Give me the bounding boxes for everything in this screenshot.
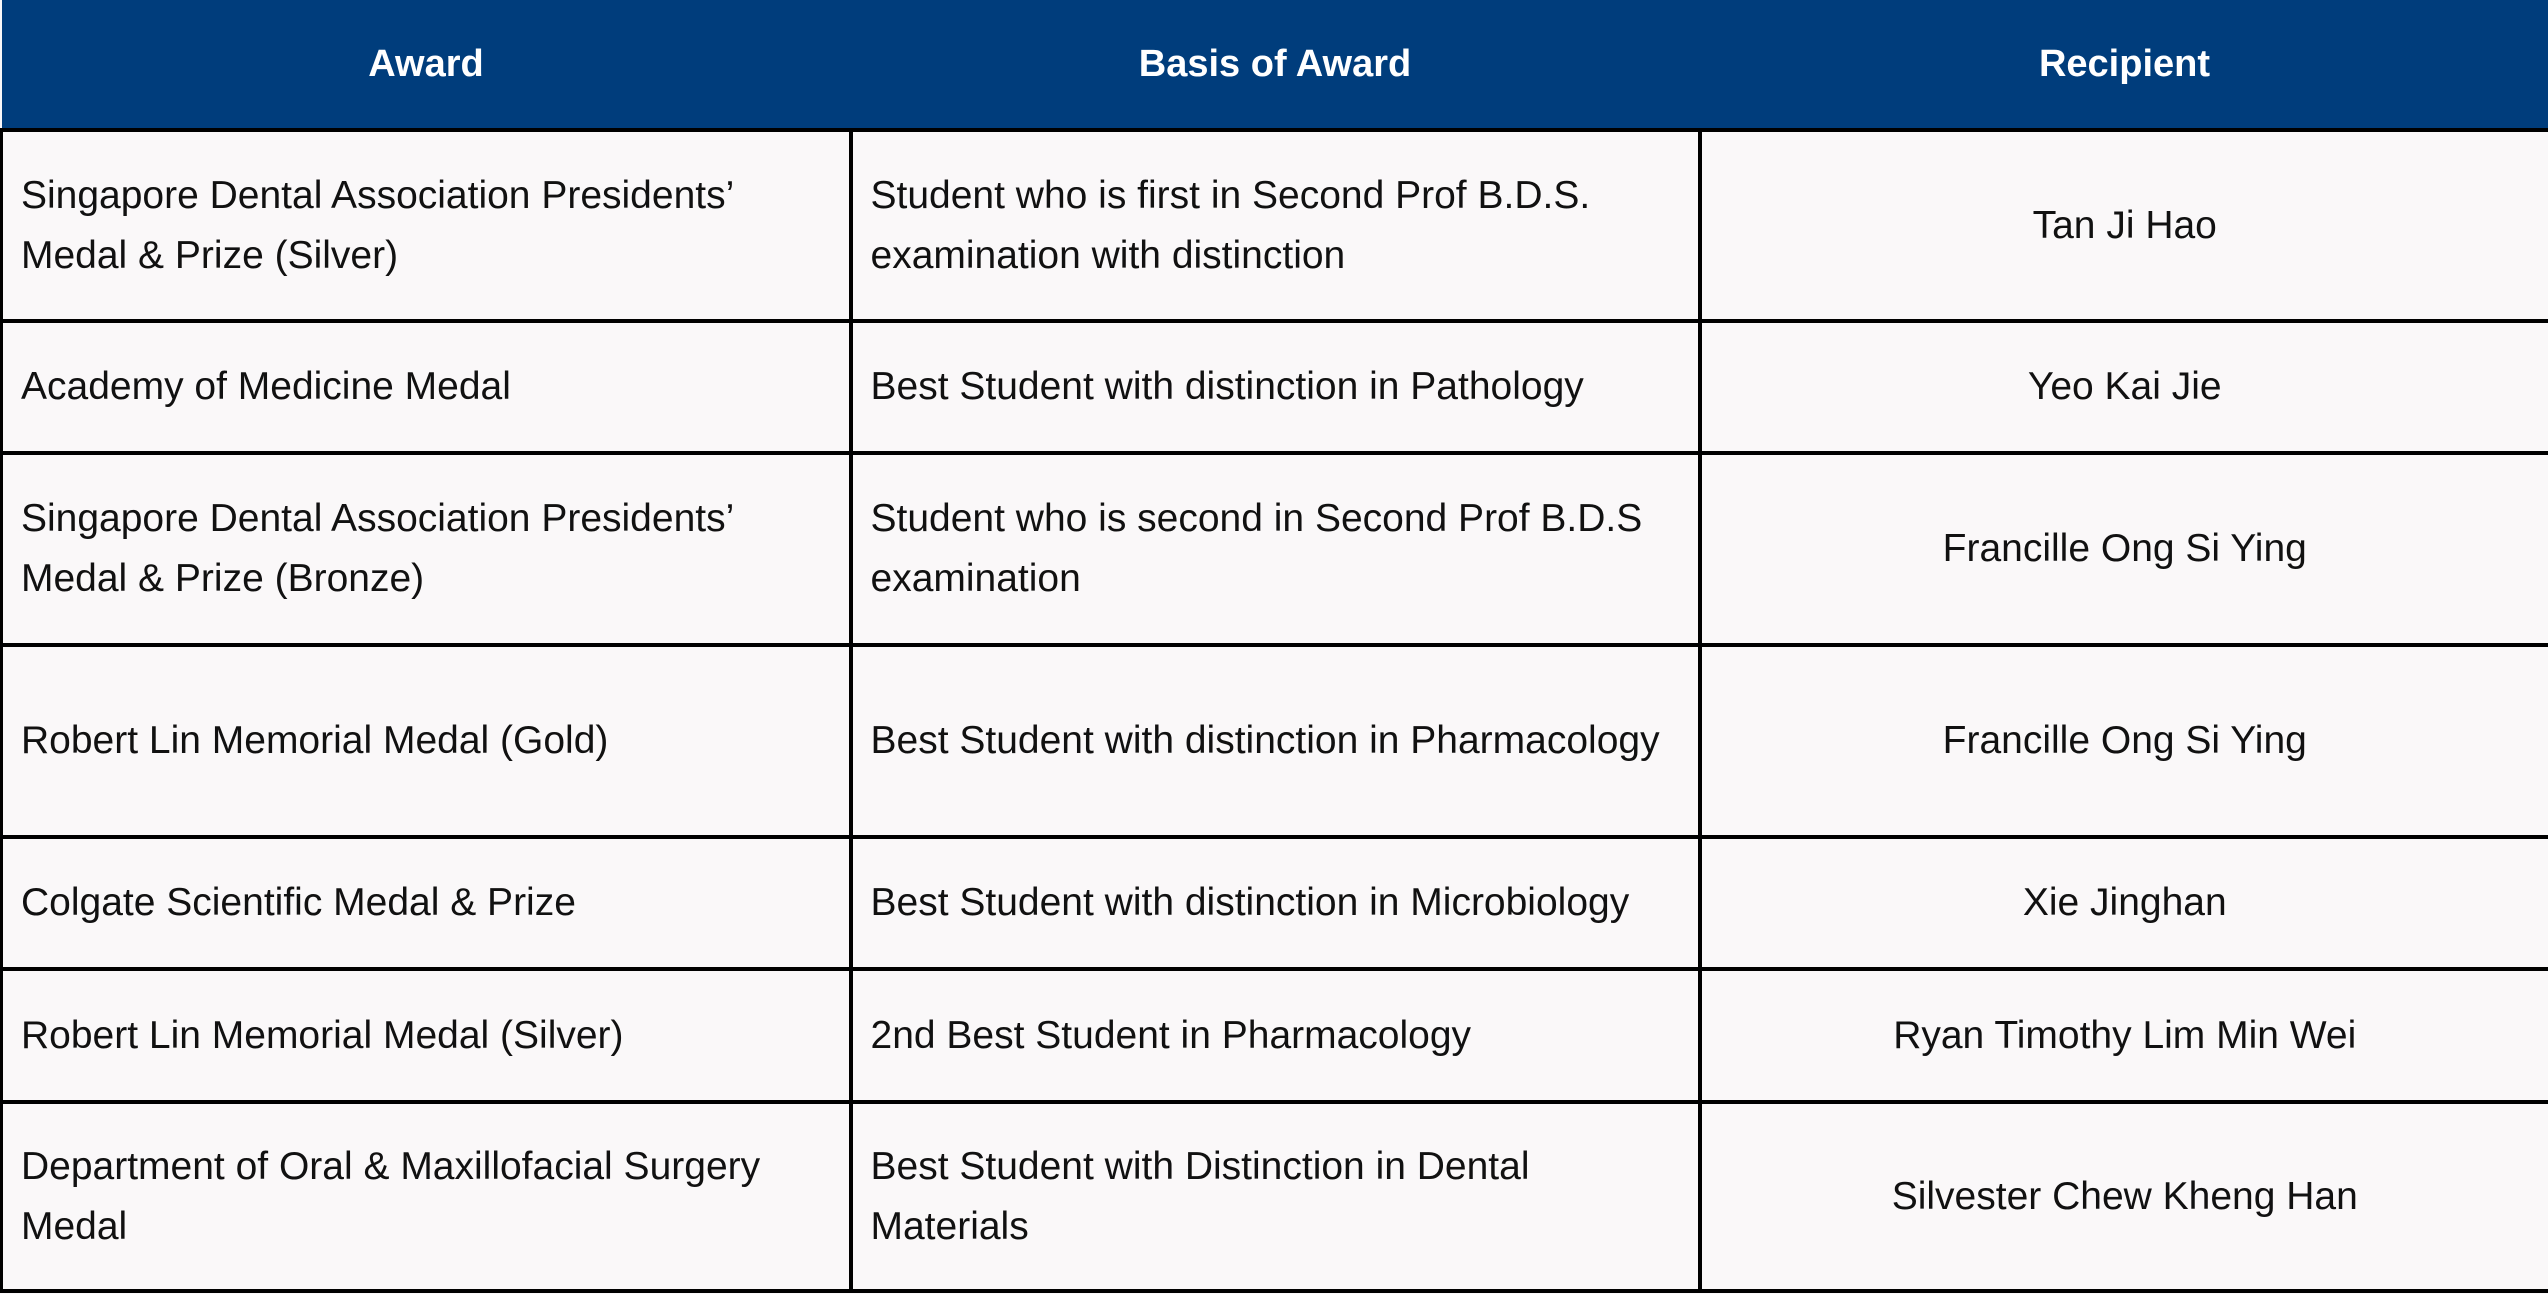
recipient-cell: Francille Ong Si Ying [1700,453,2548,645]
award-cell: Department of Oral & Maxillofacial Surgery Medal [2,1102,851,1291]
recipient-cell: Francille Ong Si Ying [1700,645,2548,837]
basis-cell: Student who is first in Second Prof B.D.S. examination with distinction [851,130,1700,321]
recipient-cell: Ryan Timothy Lim Min Wei [1700,969,2548,1102]
basis-cell: Best Student with distinction in Pharmacology [851,645,1700,837]
table-row [2,837,2548,969]
basis-cell: Student who is second in Second Prof B.D.S examination [851,453,1700,645]
award-cell: Academy of Medicine Medal [2,321,851,453]
award-cell: Singapore Dental Association Presidents’ Medal & Prize (Bronze) [2,453,851,645]
basis-cell: Best Student with Distinction in Dental Materials [851,1102,1700,1291]
table-row [2,453,2548,645]
table-row [2,130,2548,321]
table-body [2,130,2548,1291]
table-row [2,321,2548,453]
award-cell: Robert Lin Memorial Medal (Silver) [2,969,851,1102]
award-cell: Colgate Scientific Medal & Prize [2,837,851,969]
basis-cell: Best Student with distinction in Pathology [851,321,1700,453]
recipient-cell: Silvester Chew Kheng Han [1700,1102,2548,1291]
header-row [2,0,2548,130]
recipient-cell: Yeo Kai Jie [1700,321,2548,453]
table-header [2,0,2548,130]
column-header-award: Award [2,0,851,130]
column-header-recipient: Recipient [1700,0,2548,130]
recipient-cell: Xie Jinghan [1700,837,2548,969]
column-header-basis: Basis of Award [851,0,1700,130]
award-cell: Singapore Dental Association Presidents’ Medal & Prize (Silver) [2,130,851,321]
table-row [2,645,2548,837]
award-cell: Robert Lin Memorial Medal (Gold) [2,645,851,837]
basis-cell: Best Student with distinction in Microbiology [851,837,1700,969]
recipient-cell: Tan Ji Hao [1700,130,2548,321]
table-row [2,969,2548,1102]
table-row [2,1102,2548,1291]
basis-cell: 2nd Best Student in Pharmacology [851,969,1700,1102]
